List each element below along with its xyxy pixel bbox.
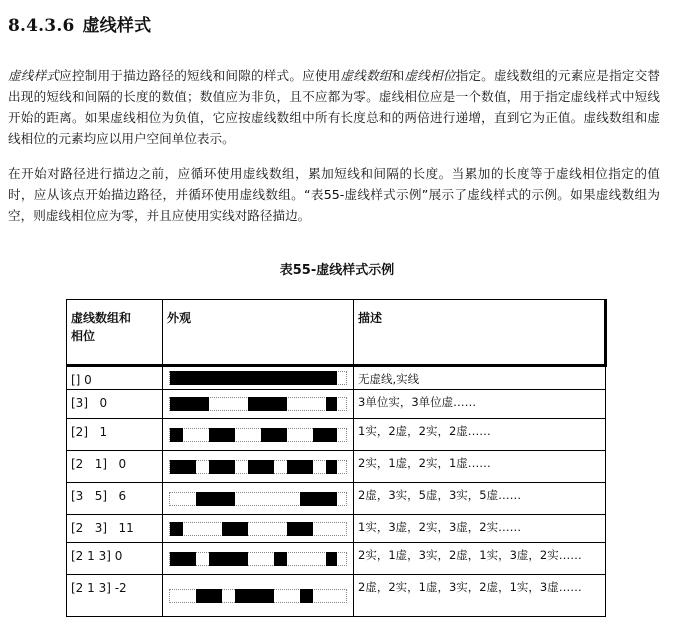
table-row xyxy=(67,543,606,575)
dash-pattern-cell: [2 1 3] 0 xyxy=(67,543,163,575)
dash-appearance-cell xyxy=(163,515,354,543)
dash-appearance-cell xyxy=(163,451,354,483)
dash-segment xyxy=(300,492,337,506)
dash-description-cell: 2实，1虚，2实，1虚…… xyxy=(354,451,606,483)
dash-line-sample xyxy=(169,460,347,474)
table-row xyxy=(67,419,606,451)
table-row xyxy=(67,483,606,515)
table-row xyxy=(67,515,606,543)
paragraph-dash-usage: 在开始对路径进行描边之前，应循环使用虚线数组，累加短线和间隔的长度。当累加的长度等于虚线相位指定的值时，应从该点开始描边路径，并循环使用虚线数组。“表55-虚线样式示例”展示了虚线样式的示例。如果虚线数组为空，则虚线相位应为零，并且应使用实线对路径描边。 xyxy=(8,166,660,223)
dash-line-sample xyxy=(169,589,347,603)
dash-segment xyxy=(274,552,287,566)
dash-pattern-cell: [] 0 xyxy=(67,366,163,390)
dash-segment xyxy=(170,522,183,536)
dash-segment xyxy=(170,460,196,474)
section-title: 虚线样式 xyxy=(82,16,152,36)
dash-appearance-cell xyxy=(163,390,354,419)
section-heading xyxy=(8,11,151,36)
header-appearance: 外观 xyxy=(163,300,354,366)
dash-description-cell: 3单位实，3单位虚…… xyxy=(354,390,606,419)
dash-segment xyxy=(209,428,235,442)
paragraph-dash-definition xyxy=(8,65,660,149)
dash-segment xyxy=(248,397,287,411)
dash-segment xyxy=(170,371,337,385)
table-row xyxy=(67,366,606,390)
term-dash-array: 虚线数组 xyxy=(340,68,392,83)
dash-segment xyxy=(248,460,274,474)
dash-line-sample xyxy=(169,371,347,385)
dash-pattern-cell: [2 1] 0 xyxy=(67,451,163,483)
dash-segment xyxy=(287,460,313,474)
dash-appearance-cell xyxy=(163,483,354,515)
dash-appearance-cell xyxy=(163,543,354,575)
dash-segment xyxy=(300,589,313,603)
dash-pattern-cell: [2 1 3] -2 xyxy=(67,575,163,617)
dash-segment xyxy=(326,552,337,566)
header-pattern: 虚线数组和 相位 xyxy=(67,300,163,366)
dash-line-sample xyxy=(169,492,347,506)
dash-segment xyxy=(313,428,337,442)
para1-text-3: 指定。虚线数组的元素应是指定交替出现的短线和间隔的长度的数值；数值应为非负，且不应都为零。虚线相位应是一个数值，用于指定虚线样式中短线开始的距离。如果虚线相位为负值，它应按虚线数组中所有长度总和的两倍进行递增，直到它为正值。虚线数组和虚线相位的元素均应以用户空间单位表示。 xyxy=(8,68,661,146)
term-dash-phase: 虚线相位 xyxy=(404,68,456,83)
dash-segment xyxy=(170,428,183,442)
dash-description-cell: 2虚，3实，5虚，3实，5虚…… xyxy=(354,483,606,515)
dash-description-cell: 1实，3虚，2实，3虚，2实…… xyxy=(354,515,606,543)
dash-segment xyxy=(196,589,222,603)
dash-segment xyxy=(261,428,287,442)
table-caption: 表55-虚线样式示例 xyxy=(279,263,395,278)
dash-examples-table xyxy=(66,299,607,617)
dash-segment xyxy=(222,522,248,536)
header-description: 描述 xyxy=(354,300,606,366)
dash-description-cell: 2实，1虚，3实，2虚，1实，3虚，2实…… xyxy=(354,543,606,575)
dash-pattern-cell: [2 3] 11 xyxy=(67,515,163,543)
dash-segment xyxy=(326,397,337,411)
dash-segment xyxy=(209,460,235,474)
table-row xyxy=(67,575,606,617)
dash-description-cell: 2虚，2实，1虚，3实，2虚，1实，3虚…… xyxy=(354,575,606,617)
dash-segment xyxy=(209,552,248,566)
dash-pattern-cell: [3 5] 6 xyxy=(67,483,163,515)
table-row xyxy=(67,451,606,483)
dash-line-sample xyxy=(169,428,347,442)
dash-appearance-cell xyxy=(163,366,354,390)
table-row xyxy=(67,390,606,419)
dash-appearance-cell xyxy=(163,419,354,451)
dash-line-sample xyxy=(169,552,347,566)
dash-segment xyxy=(287,522,313,536)
table-header-row xyxy=(67,300,606,366)
dash-description-cell: 无虚线,实线 xyxy=(354,366,606,390)
dash-segment xyxy=(170,397,209,411)
term-dash-style: 虚线样式 xyxy=(8,68,60,83)
dash-segment xyxy=(170,552,196,566)
dash-pattern-cell: [2] 1 xyxy=(67,419,163,451)
dash-segment xyxy=(326,460,337,474)
dash-description-cell: 1实，2虚，2实，2虚…… xyxy=(354,419,606,451)
dash-line-sample xyxy=(169,522,347,536)
dash-segment xyxy=(196,492,235,506)
section-number: 8.4.3.6 xyxy=(8,16,75,36)
dash-appearance-cell xyxy=(163,575,354,617)
para1-text-2: 和 xyxy=(391,68,405,83)
dash-segment xyxy=(235,589,274,603)
para1-text-1: 应控制用于描边路径的短线和间隙的样式。应使用 xyxy=(59,68,341,83)
dash-pattern-cell: [3] 0 xyxy=(67,390,163,419)
dash-line-sample xyxy=(169,397,347,411)
